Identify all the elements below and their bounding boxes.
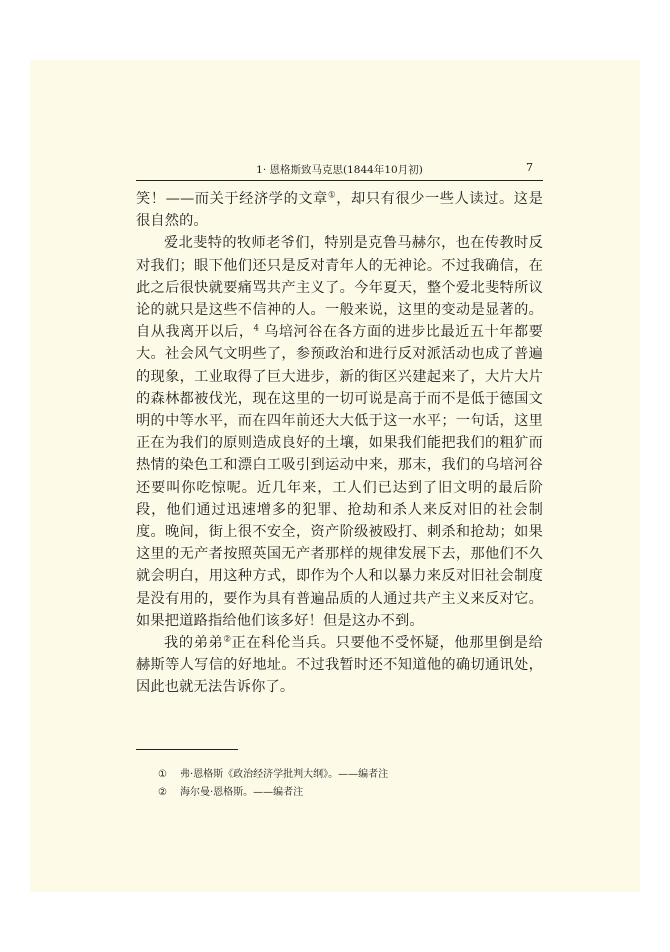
body-text xyxy=(136,188,543,699)
footnote-marker: ① xyxy=(158,769,167,780)
paragraph-text: 我的弟弟 xyxy=(164,635,224,652)
footnote-text: 弗·恩格斯《政治经济学批判大纲》。——编者注 xyxy=(180,769,389,780)
paragraph xyxy=(136,188,543,232)
note-reference: ① xyxy=(327,190,337,201)
footnote-text: 海尔曼·恩格斯。——编者注 xyxy=(180,787,304,798)
footnote xyxy=(158,766,538,784)
note-reference: ② xyxy=(223,634,232,645)
paragraph-text: 正在科伦当兵。只要他不受怀疑，他那里倒是给赫斯等人写信的好地址。不过我暂时还不知道他的确切通讯处，因此也就无法告诉你了。 xyxy=(136,635,543,696)
footnote xyxy=(158,784,538,802)
running-header xyxy=(136,158,543,181)
paragraph xyxy=(136,232,543,632)
paragraph-text: ，却只有很少一些人读过。这是很自然的。 xyxy=(136,191,543,230)
footnotes xyxy=(158,766,538,802)
running-title: 1· 恩格斯致马克思(1844年10月初) xyxy=(256,164,423,176)
paragraph-text: 笑！——而关于经济学的文章 xyxy=(136,191,328,207)
paragraph-text: 乌培河谷在各方面的进步比最近五十年都要大。社会风气文明些了，参预政治和进行反对派活动也成了普遍的现象，工业取得了巨大进步，新的街区兴建起来了，大片大片的森林都被伐光，现在这里的一切可说是高于而不是低于德国文明的中等水平，而在四年前还大大低于这一水平；一句话，这里正在为我们的原则造成良好的土壤，如果我们能把我们的粗犷而热情的染色工和漂白工吸引到运动中来，那末，我们的乌培河谷还要叫你吃惊呢。近几年来，工人们已达到了旧文明的最后阶段，他们通过迅速增多的犯罪、抢劫和杀人来反对旧的社会制度。晚间，街上很不安全，资产阶级被殴打、刺杀和抢劫；如果这里的无产者按照英国无产者那样的规律发展下去，那他们不久就会明白，用这种方式，即作为个人和以暴力来反对旧社会制度是没有用的，要作为具有普遍品质的人通过共产主义来反对它。如果把道路指给他们该多好！但是这办不到。 xyxy=(136,324,543,629)
footnote-divider xyxy=(136,749,238,750)
note-reference: 4 xyxy=(253,323,260,334)
page-number: 7 xyxy=(526,161,533,174)
paragraph-text: 爱北斐特的牧师老爷们，特别是克鲁马赫尔，也在传教时反对我们；眼下他们还只是反对青年人的无神论。不过我确信，在此之后很快就要痛骂共产主义了。今年夏天，整个爱北斐特所议论的就只是这些不信神的人。一般来说，这里的变动是显著的。自从我离开以后， xyxy=(136,235,543,341)
footnote-marker: ② xyxy=(158,787,167,798)
paragraph xyxy=(136,632,543,699)
